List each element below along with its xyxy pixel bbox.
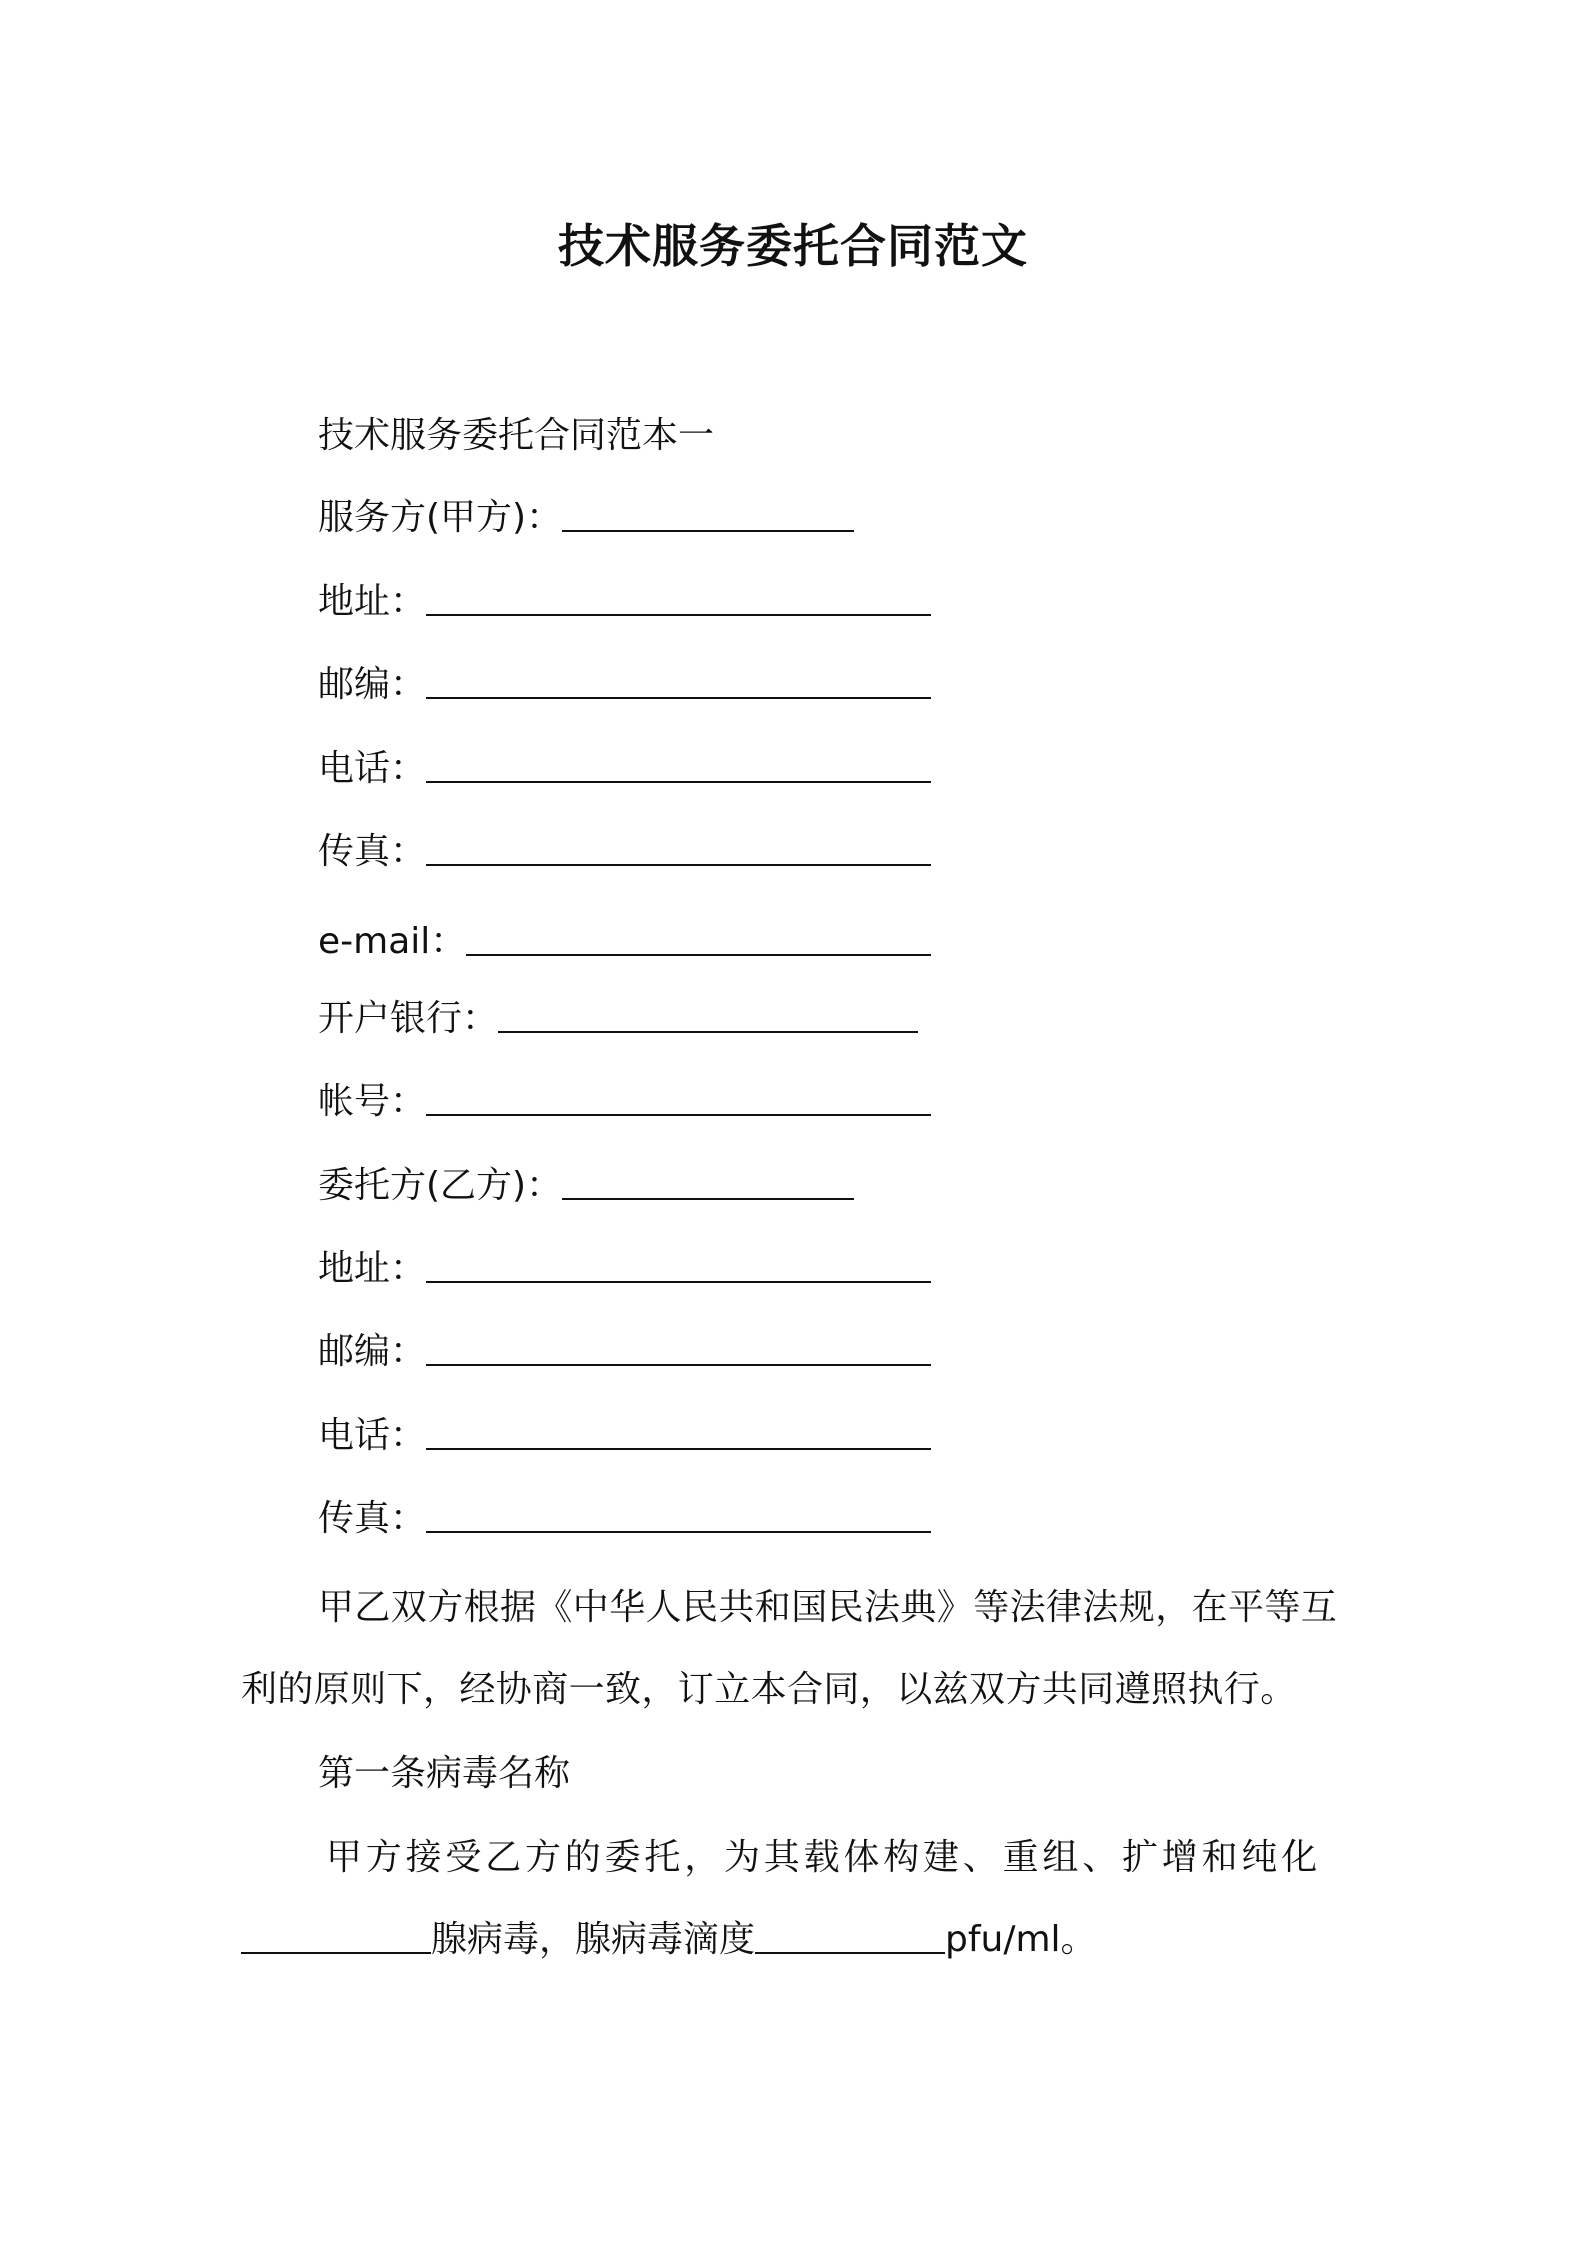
party-b-fax-blank [426, 1531, 931, 1533]
article-1-line-2 [241, 1919, 1097, 1960]
party-b-phone-blank [426, 1448, 931, 1450]
virus-text: 腺病毒，腺病毒滴度 [431, 1919, 756, 1960]
party-a-phone-blank [426, 781, 931, 783]
party-b-heading-field [318, 1165, 854, 1206]
party-a-email-label: e-mail： [318, 921, 467, 962]
party-a-account-blank [426, 1114, 931, 1116]
virus-name-blank [241, 1952, 431, 1954]
party-a-fax-blank [426, 864, 931, 866]
party-a-fax-field [318, 831, 931, 872]
party-a-email-blank [466, 954, 931, 956]
titer-blank [755, 1952, 945, 1954]
preamble-line-1: 甲乙双方根据《中华人民共和国民法典》等法律法规，在平等互 [318, 1587, 1338, 1628]
party-b-address-label: 地址： [318, 1248, 427, 1289]
party-a-email-field [318, 921, 931, 962]
party-a-postcode-field [318, 664, 931, 705]
party-a-phone-field [318, 748, 931, 789]
party-b-postcode-field [318, 1331, 931, 1372]
party-a-account-field [318, 1081, 931, 1122]
party-a-bank-label: 开户银行： [318, 998, 499, 1039]
party-a-heading-label: 服务方(甲方)： [318, 497, 563, 538]
party-b-address-field [318, 1248, 931, 1289]
party-a-bank-field [318, 998, 918, 1039]
party-b-fax-label: 传真： [318, 1498, 427, 1539]
party-b-postcode-label: 邮编： [318, 1331, 427, 1372]
party-b-heading-label: 委托方(乙方)： [318, 1165, 563, 1206]
document-subtitle: 技术服务委托合同范本一 [318, 415, 715, 456]
party-a-phone-label: 电话： [318, 748, 427, 789]
document-title: 技术服务委托合同范文 [558, 219, 1028, 273]
party-a-name-blank [562, 530, 854, 532]
party-a-address-blank [426, 614, 931, 616]
party-a-fax-label: 传真： [318, 831, 427, 872]
party-a-address-field [318, 581, 931, 622]
party-b-phone-label: 电话： [318, 1415, 427, 1456]
party-b-phone-field [318, 1415, 931, 1456]
party-a-address-label: 地址： [318, 581, 427, 622]
party-a-heading-field [318, 497, 854, 538]
article-1-title: 第一条病毒名称 [318, 1753, 571, 1794]
party-a-bank-blank [498, 1031, 918, 1033]
titer-unit: pfu/ml。 [945, 1919, 1097, 1960]
preamble-line-2: 利的原则下，经协商一致，订立本合同，以兹双方共同遵照执行。 [241, 1669, 1297, 1710]
party-b-address-blank [426, 1281, 931, 1283]
party-b-fax-field [318, 1498, 931, 1539]
party-b-name-blank [562, 1198, 854, 1200]
party-a-postcode-label: 邮编： [318, 664, 427, 705]
party-b-postcode-blank [426, 1364, 931, 1366]
party-a-postcode-blank [426, 697, 931, 699]
article-1-line-1: 甲方接受乙方的委托，为其载体构建、重组、扩增和纯化 [326, 1837, 1322, 1878]
party-a-account-label: 帐号： [318, 1081, 427, 1122]
